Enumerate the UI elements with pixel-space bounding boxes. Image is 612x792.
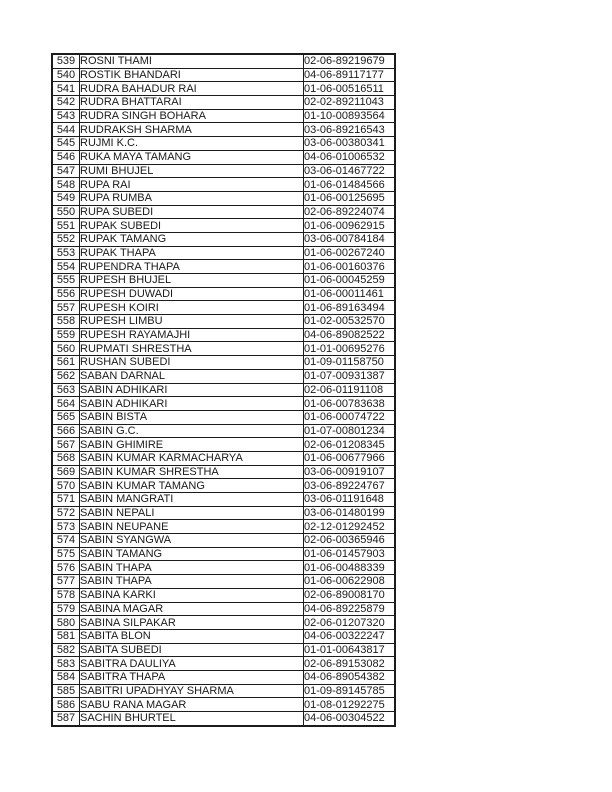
row-number-cell: 585	[52, 684, 80, 698]
name-cell: SABITRA DAULIYA	[80, 657, 304, 671]
table-row	[52, 698, 395, 712]
name-cell: RUPA RAI	[80, 178, 304, 192]
id-number-cell: 02-06-89008170	[304, 588, 396, 602]
row-number-cell: 569	[52, 465, 80, 479]
row-number-cell: 567	[52, 438, 80, 452]
name-cell: RUSHAN SUBEDI	[80, 356, 304, 370]
row-number-cell: 552	[52, 232, 80, 246]
table-row	[52, 123, 395, 137]
id-number-cell: 04-06-00322247	[304, 629, 396, 643]
id-number-cell: 01-06-00516511	[304, 82, 396, 96]
row-number-cell: 558	[52, 315, 80, 329]
name-cell: RUDRAKSH SHARMA	[80, 123, 304, 137]
id-number-cell: 01-06-00488339	[304, 561, 396, 575]
roster-table-body	[52, 54, 395, 726]
name-cell: SABIN SYANGWA	[80, 534, 304, 548]
id-number-cell: 03-06-00380341	[304, 137, 396, 151]
id-number-cell: 02-06-01207320	[304, 616, 396, 630]
name-cell: SABIN KUMAR KARMACHARYA	[80, 451, 304, 465]
name-cell: SABIN TAMANG	[80, 547, 304, 561]
id-number-cell: 01-09-89145785	[304, 684, 396, 698]
row-number-cell: 576	[52, 561, 80, 575]
name-cell: ROSTIK BHANDARI	[80, 68, 304, 82]
id-number-cell: 01-06-00962915	[304, 219, 396, 233]
id-number-cell: 04-06-00304522	[304, 712, 396, 726]
table-row	[52, 575, 395, 589]
id-number-cell: 01-02-00532570	[304, 315, 396, 329]
name-cell: RUPESH DUWADI	[80, 287, 304, 301]
row-number-cell: 549	[52, 191, 80, 205]
name-cell: SABIN NEPALI	[80, 506, 304, 520]
table-row	[52, 547, 395, 561]
row-number-cell: 542	[52, 96, 80, 110]
name-cell: SABIN G.C.	[80, 424, 304, 438]
id-number-cell: 01-06-00783638	[304, 397, 396, 411]
id-number-cell: 01-06-00011461	[304, 287, 396, 301]
table-row	[52, 109, 395, 123]
table-row	[52, 356, 395, 370]
row-number-cell: 586	[52, 698, 80, 712]
row-number-cell: 560	[52, 342, 80, 356]
name-cell: RUMI BHUJEL	[80, 164, 304, 178]
name-cell: RUPA SUBEDI	[80, 205, 304, 219]
id-number-cell: 02-06-89219679	[304, 54, 396, 68]
name-cell: SABIN ADHIKARI	[80, 383, 304, 397]
row-number-cell: 553	[52, 246, 80, 260]
name-cell: RUDRA BHATTARAI	[80, 96, 304, 110]
table-row	[52, 287, 395, 301]
name-cell: RUJMI K.C.	[80, 137, 304, 151]
row-number-cell: 545	[52, 137, 80, 151]
table-row	[52, 178, 395, 192]
table-row	[52, 684, 395, 698]
name-cell: SABIN THAPA	[80, 561, 304, 575]
table-row	[52, 246, 395, 260]
id-number-cell: 03-06-89216543	[304, 123, 396, 137]
name-cell: RUPESH RAYAMAJHI	[80, 328, 304, 342]
id-number-cell: 03-06-00784184	[304, 232, 396, 246]
row-number-cell: 573	[52, 520, 80, 534]
name-cell: RUDRA SINGH BOHARA	[80, 109, 304, 123]
id-number-cell: 01-01-00695276	[304, 342, 396, 356]
id-number-cell: 01-06-00125695	[304, 191, 396, 205]
id-number-cell: 01-06-00267240	[304, 246, 396, 260]
id-number-cell: 02-12-01292452	[304, 520, 396, 534]
id-number-cell: 02-06-89153082	[304, 657, 396, 671]
name-cell: SACHIN BHURTEL	[80, 712, 304, 726]
id-number-cell: 01-07-00931387	[304, 369, 396, 383]
id-number-cell: 04-06-89054382	[304, 670, 396, 684]
row-number-cell: 587	[52, 712, 80, 726]
row-number-cell: 565	[52, 410, 80, 424]
table-row	[52, 506, 395, 520]
id-number-cell: 04-06-89117177	[304, 68, 396, 82]
table-row	[52, 712, 395, 726]
table-row	[52, 616, 395, 630]
table-row	[52, 150, 395, 164]
table-row	[52, 342, 395, 356]
row-number-cell: 568	[52, 451, 80, 465]
name-cell: SABIN ADHIKARI	[80, 397, 304, 411]
row-number-cell: 578	[52, 588, 80, 602]
id-number-cell: 01-06-89163494	[304, 301, 396, 315]
id-number-cell: 02-02-89211043	[304, 96, 396, 110]
name-cell: SABAN DARNAL	[80, 369, 304, 383]
id-number-cell: 03-06-01467722	[304, 164, 396, 178]
row-number-cell: 581	[52, 629, 80, 643]
table-row	[52, 561, 395, 575]
name-cell: SABIN KUMAR SHRESTHA	[80, 465, 304, 479]
row-number-cell: 570	[52, 479, 80, 493]
name-cell: SABIN MANGRATI	[80, 493, 304, 507]
name-cell: SABINA KARKI	[80, 588, 304, 602]
id-number-cell: 02-06-00365946	[304, 534, 396, 548]
id-number-cell: 04-06-89225879	[304, 602, 396, 616]
row-number-cell: 554	[52, 260, 80, 274]
id-number-cell: 01-08-01292275	[304, 698, 396, 712]
id-number-cell: 01-06-00045259	[304, 274, 396, 288]
row-number-cell: 579	[52, 602, 80, 616]
table-row	[52, 82, 395, 96]
name-cell: SABIN NEUPANE	[80, 520, 304, 534]
id-number-cell: 04-06-01006532	[304, 150, 396, 164]
table-row	[52, 465, 395, 479]
name-cell: SABIN GHIMIRE	[80, 438, 304, 452]
table-row	[52, 670, 395, 684]
row-number-cell: 559	[52, 328, 80, 342]
table-row	[52, 657, 395, 671]
row-number-cell: 563	[52, 383, 80, 397]
name-cell: RUPMATI SHRESTHA	[80, 342, 304, 356]
row-number-cell: 550	[52, 205, 80, 219]
name-cell: SABITRA THAPA	[80, 670, 304, 684]
table-row	[52, 54, 395, 68]
name-cell: RUPAK SUBEDI	[80, 219, 304, 233]
id-number-cell: 04-06-89082522	[304, 328, 396, 342]
row-number-cell: 557	[52, 301, 80, 315]
table-row	[52, 274, 395, 288]
table-row	[52, 629, 395, 643]
row-number-cell: 561	[52, 356, 80, 370]
row-number-cell: 580	[52, 616, 80, 630]
row-number-cell: 543	[52, 109, 80, 123]
row-number-cell: 577	[52, 575, 80, 589]
table-row	[52, 369, 395, 383]
name-cell: RUPA RUMBA	[80, 191, 304, 205]
name-cell: RUPESH BHUJEL	[80, 274, 304, 288]
name-cell: SABIN THAPA	[80, 575, 304, 589]
name-cell: RUPENDRA THAPA	[80, 260, 304, 274]
table-row	[52, 602, 395, 616]
table-row	[52, 315, 395, 329]
name-cell: RUKA MAYA TAMANG	[80, 150, 304, 164]
name-cell: ROSNI THAMI	[80, 54, 304, 68]
row-number-cell: 546	[52, 150, 80, 164]
row-number-cell: 556	[52, 287, 80, 301]
row-number-cell: 575	[52, 547, 80, 561]
row-number-cell: 540	[52, 68, 80, 82]
table-row	[52, 205, 395, 219]
table-row	[52, 424, 395, 438]
table-row	[52, 137, 395, 151]
table-row	[52, 479, 395, 493]
name-cell: SABITA SUBEDI	[80, 643, 304, 657]
name-cell: SABIN BISTA	[80, 410, 304, 424]
id-number-cell: 03-06-01480199	[304, 506, 396, 520]
table-row	[52, 438, 395, 452]
id-number-cell: 01-09-01158750	[304, 356, 396, 370]
id-number-cell: 02-06-01208345	[304, 438, 396, 452]
name-cell: RUDRA BAHADUR RAI	[80, 82, 304, 96]
id-number-cell: 01-07-00801234	[304, 424, 396, 438]
name-cell: SABINA SILPAKAR	[80, 616, 304, 630]
name-cell: RUPAK THAPA	[80, 246, 304, 260]
row-number-cell: 572	[52, 506, 80, 520]
id-number-cell: 03-06-00919107	[304, 465, 396, 479]
row-number-cell: 548	[52, 178, 80, 192]
table-row	[52, 451, 395, 465]
row-number-cell: 566	[52, 424, 80, 438]
row-number-cell: 544	[52, 123, 80, 137]
row-number-cell: 541	[52, 82, 80, 96]
id-number-cell: 03-06-01191648	[304, 493, 396, 507]
row-number-cell: 562	[52, 369, 80, 383]
row-number-cell: 582	[52, 643, 80, 657]
table-row	[52, 410, 395, 424]
row-number-cell: 583	[52, 657, 80, 671]
name-cell: RUPESH LIMBU	[80, 315, 304, 329]
table-row	[52, 588, 395, 602]
table-row	[52, 96, 395, 110]
name-roster-table	[51, 53, 396, 727]
id-number-cell: 01-10-00893564	[304, 109, 396, 123]
row-number-cell: 539	[52, 54, 80, 68]
table-row	[52, 397, 395, 411]
id-number-cell: 02-06-89224074	[304, 205, 396, 219]
id-number-cell: 01-06-00677966	[304, 451, 396, 465]
name-cell: SABITA BLON	[80, 629, 304, 643]
id-number-cell: 01-06-01484566	[304, 178, 396, 192]
table-row	[52, 383, 395, 397]
table-row	[52, 534, 395, 548]
table-row	[52, 68, 395, 82]
name-cell: SABIN KUMAR TAMANG	[80, 479, 304, 493]
name-cell: RUPESH KOIRI	[80, 301, 304, 315]
row-number-cell: 547	[52, 164, 80, 178]
id-number-cell: 03-06-89224767	[304, 479, 396, 493]
name-cell: SABINA MAGAR	[80, 602, 304, 616]
row-number-cell: 551	[52, 219, 80, 233]
row-number-cell: 574	[52, 534, 80, 548]
id-number-cell: 02-06-01191108	[304, 383, 396, 397]
row-number-cell: 584	[52, 670, 80, 684]
name-cell: SABU RANA MAGAR	[80, 698, 304, 712]
id-number-cell: 01-06-00160376	[304, 260, 396, 274]
id-number-cell: 01-06-00622908	[304, 575, 396, 589]
id-number-cell: 01-06-00074722	[304, 410, 396, 424]
row-number-cell: 564	[52, 397, 80, 411]
name-cell: RUPAK TAMANG	[80, 232, 304, 246]
table-row	[52, 191, 395, 205]
table-row	[52, 328, 395, 342]
table-row	[52, 164, 395, 178]
table-row	[52, 493, 395, 507]
id-number-cell: 01-01-00643817	[304, 643, 396, 657]
row-number-cell: 571	[52, 493, 80, 507]
table-row	[52, 520, 395, 534]
name-cell: SABITRI UPADHYAY SHARMA	[80, 684, 304, 698]
row-number-cell: 555	[52, 274, 80, 288]
table-row	[52, 232, 395, 246]
id-number-cell: 01-06-01457903	[304, 547, 396, 561]
table-row	[52, 219, 395, 233]
table-row	[52, 260, 395, 274]
table-row	[52, 301, 395, 315]
table-row	[52, 643, 395, 657]
